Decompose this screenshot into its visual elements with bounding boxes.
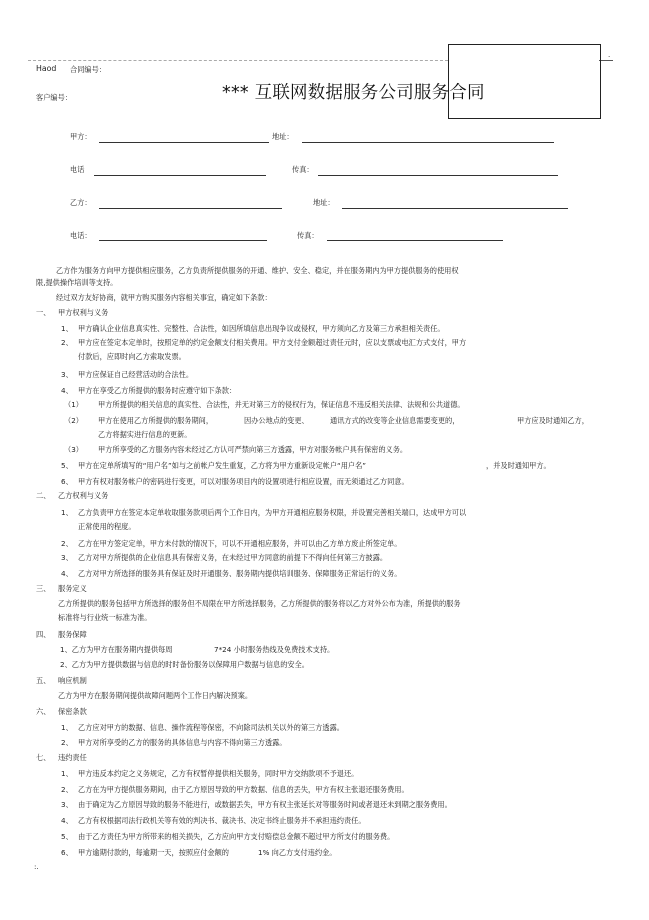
s3-heading: 服务定义: [58, 584, 87, 593]
s1-sub1: 甲方所提供的相关信息的真实性、合法性，并无对第三方的侵权行为，保证信息不违反相关法律、法规和公共道德。: [98, 400, 465, 409]
s1-sub2-c: 通讯方式的改变等企业信息需要变更的，: [330, 416, 460, 425]
s4-item2: 2、乙方为甲方提供数据与信息的时时备份服务以保障用户数据与信息的安全。: [60, 660, 309, 669]
s4-heading: 服务保障: [58, 630, 87, 639]
s7-item6b: 1% 向乙方支付违约金。: [258, 848, 337, 857]
corner-mark: .: [608, 50, 611, 59]
s1-item4-num: 4、: [61, 386, 73, 395]
s1-item6: 甲方有权对服务帐户的密码进行变更，可以对服务项目内的设置项进行相应设置，而无须通过乙方同意。: [78, 477, 409, 486]
s2-item4: 乙方对甲方所选择的服务具有保证及时开通服务、服务期内提供培训服务、保障服务正常运行的义务。: [78, 569, 402, 578]
s2-item1b: 正常使用的程度。: [78, 522, 136, 531]
s2-item3: 乙方对甲方所提供的企业信息具有保密义务，在未经过甲方同意的前提下不得向任何第三方披露。: [78, 553, 388, 562]
s7-item1: 甲方违反本约定之义务规定，乙方有权暂停提供相关服务，同时甲方交纳款项不予退还。: [78, 769, 359, 778]
s1-item2a: 甲方应在签定本定单时，按照定单的约定金额支付相关费用。甲方支付金额超过责任元时，应以支票或电汇方式支付，甲方: [78, 338, 467, 347]
s4-heading-num: 四、: [36, 630, 51, 639]
s5-heading-num: 五、: [36, 676, 51, 685]
s7-item3: 由于确定为乙方原因导致的服务不能进行，或数据丢失，甲方有权主张延长对等服务时间或者退还未到期之服务费用。: [78, 800, 452, 809]
intro-paragraph-1b: 限,提供操作培训等支持。: [36, 278, 118, 287]
s1-item4: 甲方在享受乙方所提供的服务时应遵守如下条款：: [78, 386, 237, 395]
s6-item2: 甲方对所享受的乙方的服务的具体信息与内容不得向第三方透露。: [78, 738, 287, 747]
s2-item3-num: 3、: [61, 553, 73, 562]
company-tag: Haod: [36, 64, 57, 73]
s1-sub2-d: 甲方应及时通知乙方，: [517, 416, 589, 425]
s3-heading-num: 三、: [36, 584, 51, 593]
s7-heading-num: 七、: [36, 753, 51, 762]
s2-item1a: 乙方负责甲方在签定本定单收取服务款项后两个工作日内，为甲方开通相应服务权限，并设置完善相关端口，达成甲方可以: [78, 508, 467, 517]
page-title: *** 互联网数据服务公司服务合同: [222, 83, 485, 103]
s3-paragraph-1: 乙方所提供的服务包括甲方所选择的服务但不局限在甲方所选择服务，乙方所提供的服务将以乙方对外公布为准，所提供的服务: [58, 599, 461, 608]
customer-no-label: 客户编号：: [36, 93, 72, 102]
fax-b-field[interactable]: [327, 240, 503, 241]
s6-item1: 乙方应对甲方的数据、信息、操作流程等保密，不向除司法机关以外的第三方透露。: [78, 723, 344, 732]
s1-item5-num: 5、: [61, 461, 73, 470]
footer-mark: :.: [34, 862, 39, 871]
s5-heading: 响应机制: [58, 676, 87, 685]
s1-sub3: 甲方所享受的乙方服务内容未经过乙方认可严禁向第三方透露，甲方对服务帐户具有保密的义务。: [98, 445, 408, 454]
s1-item3: 甲方应保证自己经营活动的合法性。: [78, 370, 194, 379]
s1-heading-num: 一、: [36, 308, 51, 317]
party-b-field[interactable]: [99, 208, 282, 209]
s1-item6-num: 6、: [61, 477, 73, 486]
address-a-label: 地址：: [272, 132, 294, 141]
s7-item4-num: 4、: [61, 816, 73, 825]
s1-item1-num: 1、: [61, 324, 73, 333]
s6-item2-num: 2、: [61, 738, 73, 747]
party-a-field[interactable]: [99, 142, 269, 143]
s1-item2-num: 2、: [61, 338, 73, 347]
s2-item2: 乙方在甲方签定定单，甲方未付款的情况下，可以不开通相应服务，并可以由乙方单方废止所签定单。: [78, 539, 402, 548]
contract-no-label: 合同编号：: [70, 65, 106, 74]
s4-item1a: 1、乙方为甲方在服务期内提供每周: [60, 645, 173, 654]
s7-item2: 乙方在为甲方提供服务期间，由于乙方原因导致的甲方数据、信息的丢失，甲方有权主张退还服务费用。: [78, 785, 409, 794]
s1-item5b: ，并及时通知甲方。: [486, 461, 551, 470]
s7-item6-num: 6、: [61, 848, 73, 857]
s1-sub1-num: （1）: [64, 400, 83, 409]
s1-item2b: 付款后，应即时向乙方索取发票。: [78, 352, 186, 361]
s7-item1-num: 1、: [61, 769, 73, 778]
s7-item3-num: 3、: [61, 800, 73, 809]
s2-item1-num: 1、: [61, 508, 73, 517]
party-a-label: 甲方：: [70, 132, 92, 141]
s2-item2-num: 2、: [61, 539, 73, 548]
s1-sub2-b: 因办公地点的变更、: [244, 416, 309, 425]
s7-item6a: 甲方逾期付款的，每逾期一天，按照应付金额的: [78, 848, 229, 857]
s1-item1: 甲方确认企业信息真实性、完整性、合法性，如因所填信息出现争议或侵权，甲方须向乙方及第三方承担相关责任。: [78, 324, 445, 333]
phone-a-label: 电话: [70, 165, 85, 174]
s6-heading: 保密条款: [58, 707, 87, 716]
s1-item5a: 甲方在定单所填写的“用户名”如与之前帐户发生重复，乙方将为甲方重新设定帐户“用户名”: [78, 461, 367, 470]
s1-sub2-e: 乙方将据实进行信息的更新。: [98, 430, 192, 439]
fax-a-field[interactable]: [318, 175, 558, 176]
s7-item5-num: 5、: [61, 832, 73, 841]
address-b-label: 地址：: [313, 198, 335, 207]
intro-paragraph-2: 经过双方友好协商，就甲方购买服务内容相关事宜，确定如下条款：: [56, 293, 272, 302]
s3-paragraph-2: 标准将与行业统一标准为准。: [58, 613, 152, 622]
s7-item2-num: 2、: [61, 785, 73, 794]
address-b-field[interactable]: [342, 208, 568, 209]
header-rule-right: [599, 60, 613, 61]
header-rule: [28, 60, 448, 61]
s2-heading: 乙方权利与义务: [58, 491, 109, 500]
s5-paragraph: 乙方为甲方在服务期间提供故障问题两个工作日内解决预案。: [58, 691, 253, 700]
fax-b-label: 传真：: [297, 231, 319, 240]
s2-item4-num: 4、: [61, 569, 73, 578]
party-b-label: 乙方：: [70, 198, 92, 207]
s1-item3-num: 3、: [61, 370, 73, 379]
s4-item1b: 7*24 小时服务热线及免费技术支持。: [214, 645, 335, 654]
s1-sub2-a: 甲方在使用乙方所提供的服务期间，: [98, 416, 214, 425]
s7-item4: 乙方有权根据司法行政机关等有效的判决书、裁决书、决定书终止服务并不承担违约责任。: [78, 816, 366, 825]
address-a-field[interactable]: [302, 142, 554, 143]
s7-item5: 由于乙方责任为甲方所带来的相关损失，乙方应向甲方支付赔偿总金额不超过甲方所支付的服务费。: [78, 832, 395, 841]
phone-b-field[interactable]: [99, 240, 267, 241]
phone-b-label: 电话：: [70, 231, 92, 240]
s6-item1-num: 1、: [61, 723, 73, 732]
s2-heading-num: 二、: [36, 491, 51, 500]
s1-sub2-num: （2）: [64, 416, 83, 425]
s1-heading: 甲方权利与义务: [58, 308, 109, 317]
phone-a-field[interactable]: [94, 175, 266, 176]
fax-a-label: 传真：: [292, 165, 314, 174]
s6-heading-num: 六、: [36, 707, 51, 716]
intro-paragraph-1a: 乙方作为服务方向甲方提供相应服务，乙方负责所提供服务的开通、维护、安全、稳定，并在服务期内为甲方提供服务的使用权: [56, 266, 459, 275]
s1-sub3-num: （3）: [64, 445, 83, 454]
s7-heading: 违约责任: [58, 753, 87, 762]
